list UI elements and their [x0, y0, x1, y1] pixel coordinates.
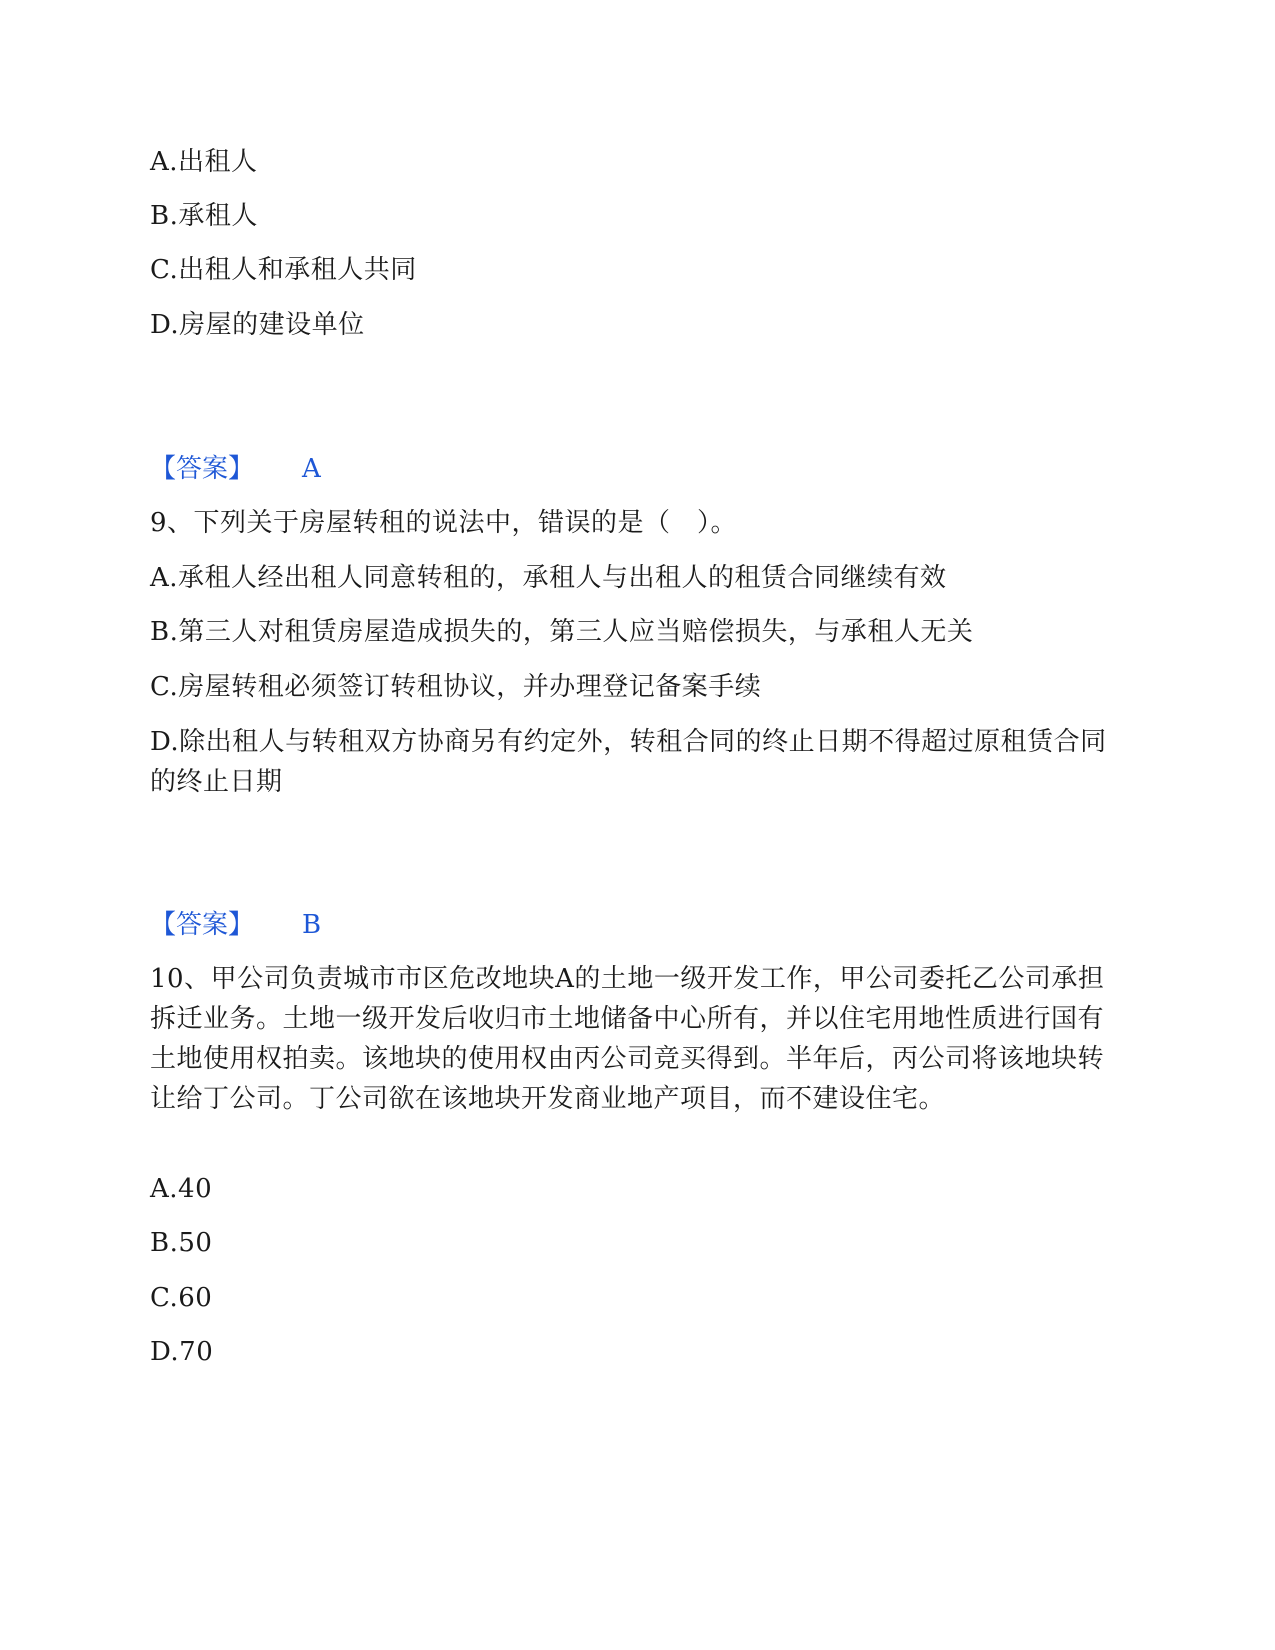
q10-stem: 10、甲公司负责城市市区危改地块A的土地一级开发工作，甲公司委托乙公司承担拆迁业务。土地一级开发后收归市土地储备中心所有，并以住宅用地性质进行国有土地使用权拍卖。该地块的使用权由丙公司竞买得到。半年后，丙公司将该地块转让给丁公司。丁公司欲在该地块开发商业地产项目，而不建设住宅。	[150, 964, 1105, 1114]
q8-option-b: B.承租人	[150, 201, 258, 231]
q9-stem: 9、下列关于房屋转租的说法中，错误的是（ ）。	[150, 508, 738, 538]
q10-option-a: A.40	[150, 1174, 213, 1204]
q9-option-a: A.承租人经出租人同意转租的，承租人与出租人的租赁合同继续有效	[150, 563, 947, 593]
q8-answer-label: 【答案】	[150, 454, 255, 484]
q9-option-c: C.房屋转租必须签订转租协议，并办理登记备案手续	[150, 672, 762, 702]
q9-option-b: B.第三人对租赁房屋造成损失的，第三人应当赔偿损失，与承租人无关	[150, 617, 974, 647]
q10-option-c: C.60	[150, 1283, 213, 1313]
q9-answer-value: B	[302, 910, 322, 940]
q9-answer-label: 【答案】	[150, 910, 255, 940]
q10-option-d: D.70	[150, 1337, 214, 1367]
q8-option-d: D.房屋的建设单位	[150, 310, 365, 340]
q8-answer	[150, 449, 321, 489]
q8-answer-value: A	[302, 454, 321, 484]
q8-option-a: A.出租人	[150, 147, 258, 177]
q9-answer	[150, 905, 321, 945]
q9-option-d: D.除出租人与转租双方协商另有约定外，转租合同的终止日期不得超过原租赁合同的终止日期	[150, 727, 1107, 797]
q8-option-c: C.出租人和承租人共同	[150, 255, 417, 285]
q10-option-b: B.50	[150, 1228, 213, 1258]
